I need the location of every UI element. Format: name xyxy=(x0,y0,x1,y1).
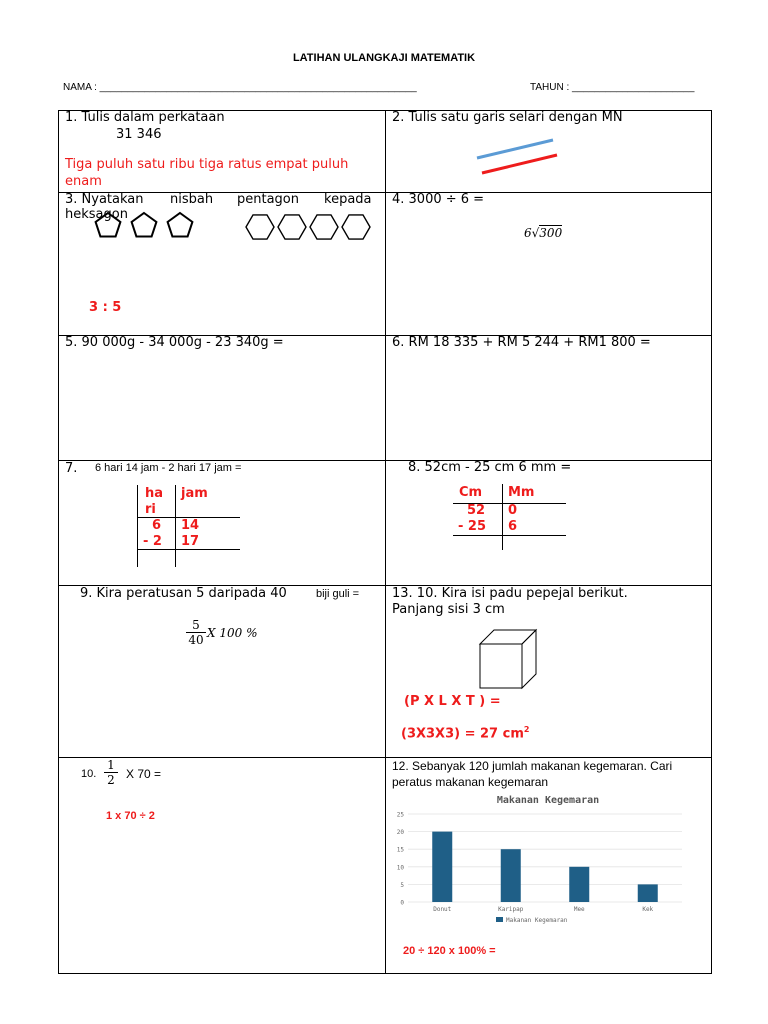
bar xyxy=(432,832,452,902)
q4-division: 6√300 xyxy=(524,226,563,240)
q4-text: 4. 3000 ÷ 6 = xyxy=(392,192,485,207)
q1-answer-2: enam xyxy=(65,174,102,189)
q9-times: X 100 % xyxy=(207,626,258,640)
q9-numerator: 5 xyxy=(192,618,200,632)
q10-number: 10. xyxy=(81,768,97,780)
q13-text-2: Panjang sisi 3 cm xyxy=(392,602,505,617)
q7-cell: 14 xyxy=(181,518,200,533)
hexagon-shape xyxy=(342,215,370,239)
bar xyxy=(638,884,658,902)
pentagon-shape xyxy=(168,213,193,237)
row-divider xyxy=(58,460,712,461)
q3-word-1: 3. Nyatakan xyxy=(65,192,144,207)
q13-answer-sup: 2 xyxy=(523,725,530,734)
q8-head-cm: Cm xyxy=(459,485,483,500)
q7-head-jam: jam xyxy=(181,486,208,501)
q13-text: 13. 10. Kira isi padu pepejal berikut. xyxy=(392,586,628,601)
year-field: TAHUN : ______________________ xyxy=(530,82,695,93)
q7-table-line xyxy=(137,549,240,550)
q5-text: 5. 90 000g - 34 000g - 23 340g = xyxy=(65,335,284,350)
q8-text: 8. 52cm - 25 cm 6 mm = xyxy=(408,460,572,475)
q12-text-2: peratus makanan kegemaran xyxy=(392,775,549,789)
y-tick-label: 0 xyxy=(400,899,404,907)
q7-text: 6 hari 14 jam - 2 hari 17 jam = xyxy=(95,462,242,474)
q8-cell: 0 xyxy=(508,503,518,518)
y-tick-label: 10 xyxy=(396,864,404,872)
x-tick-label: Karipap xyxy=(498,906,524,913)
name-field: NAMA : _________________________________________________________ xyxy=(63,82,417,93)
y-tick-label: 25 xyxy=(396,811,404,819)
hexagon-shape xyxy=(278,215,306,239)
q7-cell: 6 xyxy=(152,518,162,533)
bar xyxy=(501,849,521,902)
grid-divider xyxy=(385,110,386,974)
shape-group xyxy=(88,208,378,242)
q12-answer: 20 ÷ 120 x 100% = xyxy=(403,945,496,957)
q10-rest: X 70 = xyxy=(126,767,162,781)
y-tick-label: 20 xyxy=(396,829,404,837)
cube-diagram xyxy=(478,628,538,690)
y-tick-label: 5 xyxy=(400,881,404,889)
row-divider xyxy=(58,192,712,193)
q7-head-hari: ha xyxy=(145,486,164,501)
hexagon-shape xyxy=(246,215,274,239)
q7-cell: - 2 xyxy=(143,534,162,549)
y-tick-label: 15 xyxy=(396,846,404,854)
q10-answer: 1 x 70 ÷ 2 xyxy=(106,810,155,822)
pentagon-shape xyxy=(96,213,121,237)
q3-word-3: pentagon xyxy=(237,192,299,207)
q3-word-4: kepada xyxy=(324,192,372,207)
bar xyxy=(569,867,589,902)
q1-text: 1. Tulis dalam perkataan xyxy=(65,110,225,125)
q8-cell: - 25 xyxy=(458,519,487,534)
q7-table-line xyxy=(175,485,176,567)
blue-line xyxy=(477,140,553,158)
x-tick-label: Donut xyxy=(433,906,452,913)
q4-dividend: 300 xyxy=(539,226,563,240)
q9-suffix: biji guli = xyxy=(316,588,360,600)
q6-text: 6. RM 18 335 + RM 5 244 + RM1 800 = xyxy=(392,335,651,350)
x-tick-label: Kek xyxy=(642,906,654,913)
row-divider xyxy=(58,757,712,758)
x-tick-label: Mee xyxy=(573,906,585,913)
q8-table-line xyxy=(502,484,503,550)
q9-denominator: 40 xyxy=(186,632,206,647)
q12-text: 12. Sebanyak 120 jumlah makanan kegemaran. Cari xyxy=(392,759,673,773)
q3-line-2: heksagon xyxy=(65,207,128,222)
hexagon-shape xyxy=(310,215,338,239)
q8-cell: 52 xyxy=(467,503,486,518)
pentagon-shape xyxy=(132,213,157,237)
q8-table-line xyxy=(453,535,566,536)
legend-label: Makanan Kegemaran xyxy=(506,917,568,924)
q1-answer: Tiga puluh satu ribu tiga ratus empat puluh xyxy=(65,157,349,172)
legend-swatch xyxy=(496,917,503,922)
q8-head-mm: Mm xyxy=(508,485,535,500)
q10-denominator: 2 xyxy=(104,772,118,787)
q7-head-hari-2: ri xyxy=(145,502,156,517)
chart-title: Makanan Kegemaran xyxy=(496,795,600,806)
q7-number: 7. xyxy=(65,461,78,476)
q3-answer: 3 : 5 xyxy=(89,300,122,315)
q2-text: 2. Tulis satu garis selari dengan MN xyxy=(392,110,623,125)
q1-number: 31 346 xyxy=(116,127,162,142)
q9-text: 9. Kira peratusan 5 daripada 40 xyxy=(80,586,287,601)
q3-word-2: nisbah xyxy=(170,192,214,207)
q13-answer-2 xyxy=(401,725,529,741)
q13-answer-2-text: (3X3X3) = 27 cm xyxy=(401,726,524,742)
q7-table-line xyxy=(137,485,138,567)
q10-numerator: 1 xyxy=(107,758,115,772)
q7-cell: 17 xyxy=(181,534,200,549)
worksheet-title: LATIHAN ULANGKAJI MATEMATIK xyxy=(292,52,476,64)
q4-divisor: 6 xyxy=(524,226,532,240)
bar-chart xyxy=(390,790,686,930)
q13-answer-1: (P X L X T ) = xyxy=(404,694,501,709)
q8-cell: 6 xyxy=(508,519,518,534)
red-line xyxy=(482,155,557,173)
q10-fraction xyxy=(104,758,118,787)
parallel-lines xyxy=(470,135,570,180)
q9-fraction xyxy=(186,618,206,647)
